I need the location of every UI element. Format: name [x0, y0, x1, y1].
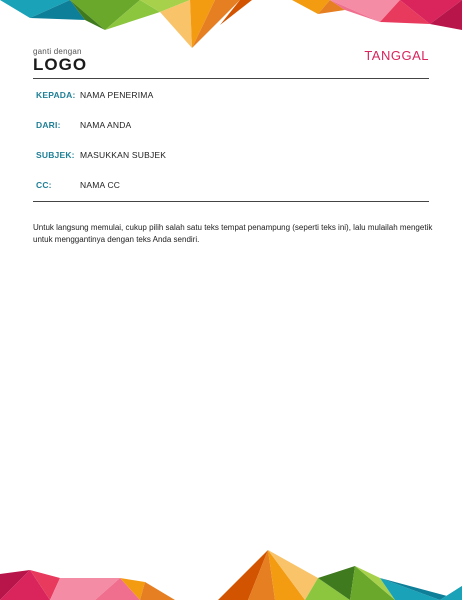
body-paragraph[interactable]: Untuk langsung memulai, cukup pilih salah satu teks tempat penampung (seperti teks ini), lalu mulailah mengetik untuk menggantinya dengan teks Anda sendiri.	[33, 223, 433, 244]
bottom-geometric-banner	[0, 548, 462, 600]
field-value-cc[interactable]: NAMA CC	[80, 180, 121, 190]
logo-caption: ganti dengan	[33, 47, 82, 56]
field-label-to: KEPADA:	[36, 90, 76, 100]
field-row-to	[36, 88, 426, 102]
field-value-subject[interactable]: MASUKKAN SUBJEK	[80, 150, 167, 160]
field-row-cc	[36, 178, 426, 192]
field-label-subject: SUBJEK:	[36, 150, 75, 160]
field-row-from	[36, 118, 426, 132]
field-row-subject	[36, 148, 426, 162]
field-value-to[interactable]: NAMA PENERIMA	[80, 90, 154, 100]
field-label-cc: CC:	[36, 180, 52, 190]
fields-divider	[33, 201, 429, 202]
header-divider	[33, 78, 429, 79]
top-geometric-banner	[0, 0, 462, 50]
field-label-from: DARI:	[36, 120, 61, 130]
date-field[interactable]: TANGGAL	[364, 48, 429, 63]
field-value-from[interactable]: NAMA ANDA	[80, 120, 132, 130]
logo-text: LOGO	[33, 55, 88, 74]
logo	[33, 47, 153, 73]
